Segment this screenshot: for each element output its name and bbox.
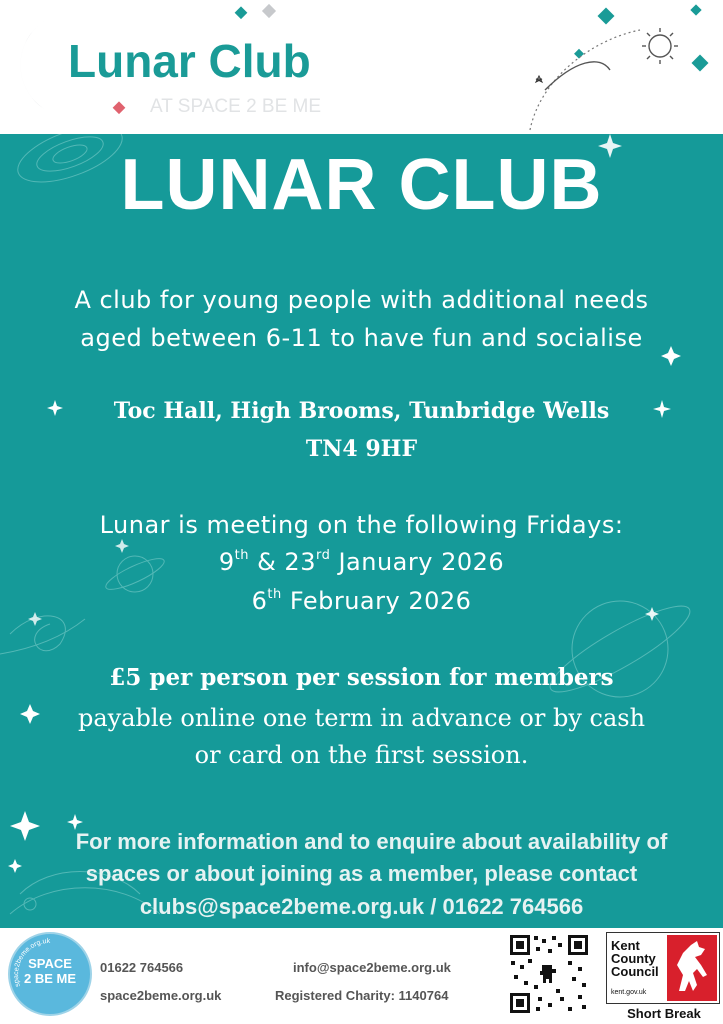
star-outline-icon	[536, 76, 542, 82]
swirl-outline	[10, 616, 65, 651]
logo-title: Lunar Club	[68, 35, 311, 87]
star-icon	[235, 4, 709, 71]
footer-website[interactable]: space2beme.org.uk	[100, 988, 222, 1003]
intro-line: A club for young people with additional needs	[74, 286, 649, 314]
council-name: Kent County Council	[611, 938, 659, 979]
contact-line: For more information and to enquire about availability of	[75, 829, 668, 854]
footer-phone[interactable]: 01622 764566	[100, 960, 184, 975]
dates-intro: Lunar is meeting on the following Fridays:	[99, 511, 624, 539]
kent-county-council-logo	[606, 932, 720, 1004]
contact-email-phone[interactable]: clubs@space2beme.org.uk / 01622 764566	[139, 894, 584, 919]
horse-icon	[667, 935, 717, 1001]
charity-number: Registered Charity: 1140764	[275, 988, 449, 1003]
comet-path	[545, 62, 610, 90]
star-icon	[113, 101, 126, 114]
star-icon	[262, 4, 276, 18]
qr-code[interactable]	[508, 933, 590, 1015]
footer-email[interactable]: info@space2beme.org.uk	[293, 960, 451, 975]
venue-postcode: TN4 9HF	[305, 436, 418, 462]
intro-line: aged between 6-11 to have fun and socialise	[80, 324, 643, 352]
logo-subtitle: AT SPACE 2 BE ME	[150, 96, 322, 117]
payment-line: payable online one term in advance or by cash	[77, 704, 646, 732]
header-stars-decoration	[0, 0, 723, 134]
headline: LUNAR CLUB	[120, 145, 603, 225]
contact-line: spaces or about joining as a member, please contact	[85, 861, 638, 886]
svg-text:space2beme.org.uk: space2beme.org.uk	[12, 937, 51, 988]
date-line-february: 6th February 2026	[251, 587, 472, 615]
council-url: kent.gov.uk	[611, 989, 647, 996]
footer	[0, 928, 723, 1024]
venue-address: Toc Hall, High Brooms, Tunbridge Wells	[113, 398, 610, 424]
orbit-path	[530, 30, 640, 130]
date-line-january: 9th & 23rd January 2026	[218, 548, 505, 576]
price-line: £5 per person per session for members	[109, 664, 614, 691]
sun-icon	[642, 28, 678, 64]
logo-text: SPACE 2 BE ME	[23, 956, 76, 986]
payment-line: or card on the first session.	[194, 741, 529, 769]
short-break-label: Short Break	[627, 1006, 701, 1021]
sparkle-icon	[67, 814, 83, 830]
header	[0, 0, 723, 134]
main-panel	[0, 134, 723, 928]
